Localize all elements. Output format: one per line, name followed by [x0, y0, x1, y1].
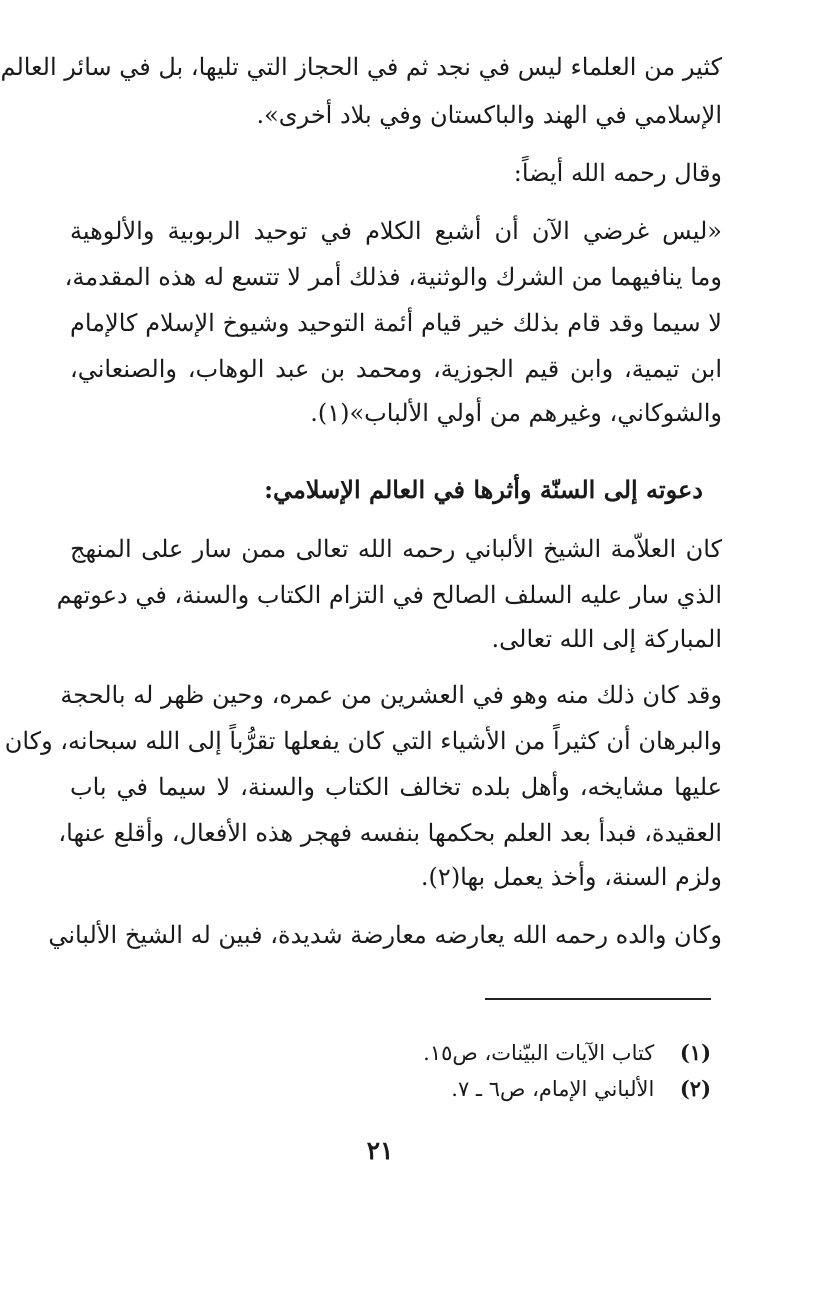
text-line: وكان والده رحمه الله يعارضه معارضة شديدة، فبين له الشيخ الألباني: [48, 921, 722, 949]
footnote-text: الألباني الإمام، ص٦ ـ ٧.: [451, 1077, 655, 1101]
footnote: [423, 1040, 711, 1066]
footnote-separator: [485, 998, 711, 1000]
text-line: ابن تيمية، وابن قيم الجوزية، ومحمد بن عبد الوهاب، والصنعاني،: [70, 355, 722, 383]
text-line: وقال رحمه الله أيضاً:: [513, 159, 722, 187]
section-heading: دعوته إلى السنّة وأثرها في العالم الإسلامي:: [264, 475, 703, 504]
text-line: العقيدة، فبدأ بعد العلم بحكمها بنفسه فهجر هذه الأفعال، وأقلع عنها،: [58, 819, 722, 847]
text-line: الإسلامي في الهند والباكستان وفي بلاد أخرى».: [256, 101, 722, 129]
page-number: ٢١: [366, 1136, 394, 1165]
text-line: «ليس غرضي الآن أن أشبع الكلام في توحيد الربوبية والألوهية: [70, 217, 722, 245]
text-line: الذي سار عليه السلف الصالح في التزام الكتاب والسنة، في دعوتهم: [56, 581, 722, 609]
footnote-number: (١): [679, 1040, 711, 1065]
text-line: عليها مشايخه، وأهل بلده تخالف الكتاب والسنة، لا سيما في باب: [70, 773, 722, 801]
text-line: وما ينافيهما من الشرك والوثنية، فذلك أمر لا تتسع له هذه المقدمة،: [64, 263, 722, 291]
text-line: ولزم السنة، وأخذ يعمل بها(٢).: [420, 863, 722, 891]
text-line: وقد كان ذلك منه وهو في العشرين من عمره، وحين ظهر له بالحجة: [60, 681, 722, 709]
footnote-text: كتاب الآيات البيّنات، ص١٥.: [423, 1041, 655, 1065]
footnote-number: (٢): [679, 1076, 711, 1101]
text-line: لا سيما وقد قام بذلك خير قيام أئمة التوحيد وشيوخ الإسلام كالإمام: [70, 309, 722, 337]
text-line: كثير من العلماء ليس في نجد ثم في الحجاز التي تليها، بل في سائر العالم: [0, 53, 722, 81]
footnote: [451, 1076, 711, 1102]
text-line: والشوكاني، وغيرهم من أولي الألباب»(١).: [310, 399, 722, 427]
text-line: المباركة إلى الله تعالى.: [491, 625, 722, 653]
text-line: كان العلاّمة الشيخ الألباني رحمه الله تعالى ممن سار على المنهج: [70, 535, 722, 563]
text-line: والبرهان أن كثيراً من الأشياء التي كان يفعلها تقرُّباً إلى الله سبحانه، وكان: [4, 727, 722, 755]
